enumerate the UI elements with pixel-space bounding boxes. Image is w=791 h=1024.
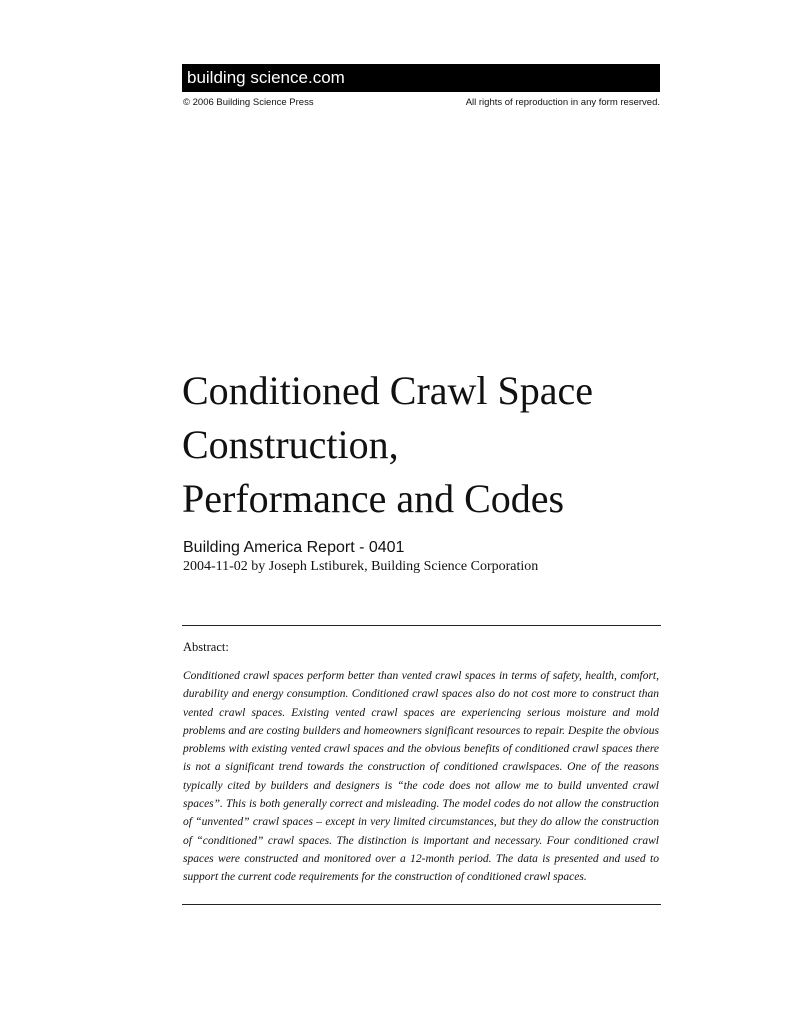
- title-line-3: Performance and Codes: [182, 476, 565, 521]
- title-line-2: Construction,: [182, 422, 399, 467]
- brand-header-bar: [182, 64, 660, 92]
- brand-name: building science.com: [187, 68, 345, 87]
- title-line-1: Conditioned Crawl Space: [182, 368, 594, 413]
- report-number: Building America Report - 0401: [183, 539, 405, 556]
- abstract-bottom-divider: [182, 904, 661, 905]
- abstract-heading: Abstract:: [183, 640, 229, 654]
- author-byline: 2004-11-02 by Joseph Lstiburek, Building Science Corporation: [183, 559, 539, 574]
- abstract-body: Conditioned crawl spaces perform better than vented crawl spaces in terms of safety, health, comfort, durability and energy consumption. Conditioned crawl spaces also do not cost more to construct than vented crawl spaces. Existing vented crawl spaces are experiencing serious moisture and mold problems and are costing builders and homeowners significant resources to repair. Despite the obvious problems with existing vented crawl spaces and the obvious benefits of conditioned crawl spaces there is not a significant trend towards the construction of conditioned crawlspaces. One of the reasons typically cited by builders and designers is “the code does not allow me to build unvented crawl spaces”. This is both generally correct and misleading. The model codes do not allow the construction of “unvented” crawl spaces – except in very limited circumstances, but they do allow the construction of “conditioned” crawl spaces. The distinction is important and necessary. Four conditioned crawl spaces were constructed and monitored over a 12-month period. The data is presented and used to support the current code requirements for the construction of conditioned crawl spaces.: [183, 670, 659, 884]
- copyright-notice: © 2006 Building Science Press: [183, 97, 314, 108]
- rights-notice: All rights of reproduction in any form reserved.: [465, 97, 660, 108]
- document-title: [182, 364, 662, 526]
- abstract-top-divider: [182, 625, 661, 626]
